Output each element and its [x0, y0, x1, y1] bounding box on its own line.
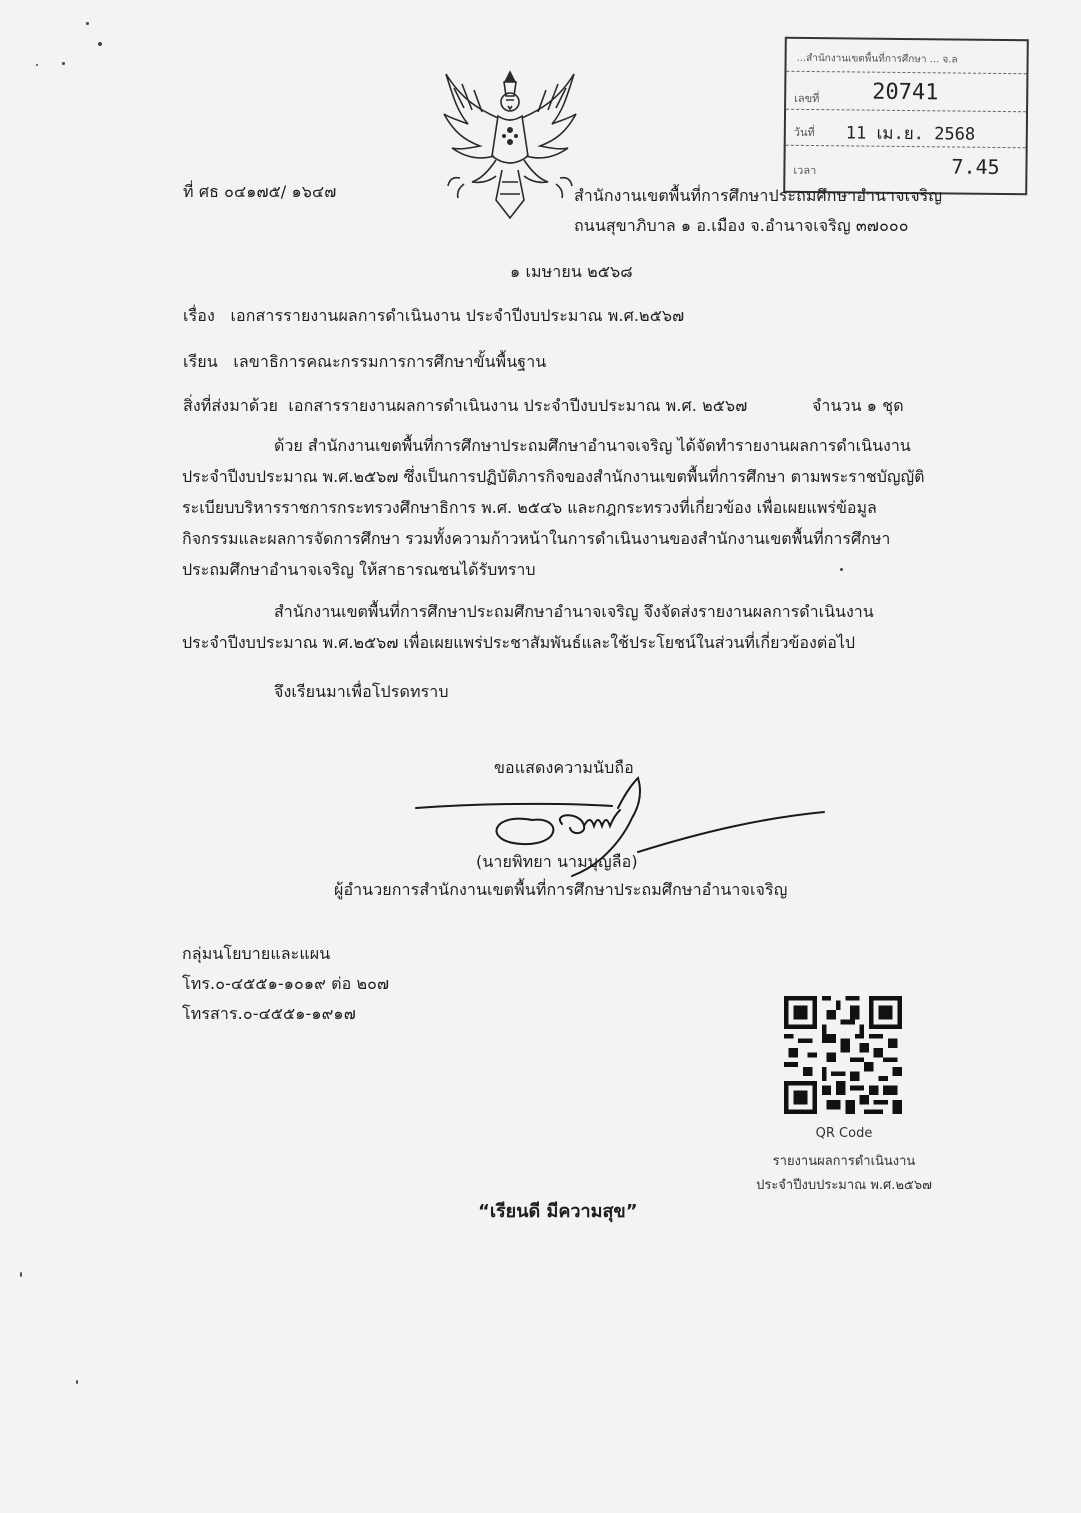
signatory-title: ผู้อำนวยการสำนักงานเขตพื้นที่การศึกษาประถมศึกษาอำนาจเจริญ	[334, 880, 788, 899]
stamp-receipt-date: 11 เม.ย. 2568	[845, 123, 976, 145]
contact-fax: โทรสาร.๐-๔๕๕๑-๑๙๑๗	[182, 1004, 356, 1023]
qr-code-icon	[780, 996, 906, 1114]
recipient-text: เลขาธิการคณะกรรมการการศึกษาขั้นพื้นฐาน	[233, 352, 547, 371]
closing-salutation: ขอแสดงความนับถือ	[494, 758, 634, 777]
para1-line: ระเบียบบริหารราชการกระทรวงศึกษาธิการ พ.ศ. ๒๕๔๖ และกฎกระทรวงที่เกี่ยวข้อง เพื่อเผยแพร่ข้อมูล	[182, 498, 877, 517]
qr-caption-label: QR Code	[815, 1126, 873, 1141]
para1-line: ประจำปีงบประมาณ พ.ศ.๒๕๖๗ ซึ่งเป็นการปฏิบัติภารกิจของสำนักงานเขตพื้นที่การศึกษา ตามพระราชบัญญัติ	[182, 467, 925, 486]
qr-caption-title: รายงานผลการดำเนินงาน	[772, 1154, 916, 1169]
speck	[840, 568, 843, 571]
para2-line: สำนักงานเขตพื้นที่การศึกษาประถมศึกษาอำนาจเจริญ จึงจัดส่งรายงานผลการดำเนินงาน	[274, 602, 874, 621]
letter-date: ๑ เมษายน ๒๕๖๘	[510, 262, 633, 281]
stamp-receipt-time: 7.45	[951, 154, 1000, 179]
enclosure-text: เอกสารรายงานผลการดำเนินงาน ประจำปีงบประมาณ พ.ศ. ๒๕๖๗	[288, 396, 748, 415]
contact-department: กลุ่มนโยบายและแผน	[182, 944, 331, 963]
subject-label: เรื่อง	[183, 306, 215, 325]
signatory-name: (นายพิทยา นามบุญลือ)	[476, 852, 638, 871]
speck	[36, 64, 38, 66]
enclosure-qty: จำนวน ๑ ชุด	[812, 396, 904, 415]
qr-caption-year: ประจำปีงบประมาณ พ.ศ.๒๕๖๗	[756, 1178, 932, 1193]
recipient-label: เรียน	[183, 352, 218, 371]
speck	[62, 62, 65, 65]
enclosure-line	[183, 394, 747, 419]
reference-number: ที่ ศธ ๐๔๑๗๕/ ๑๖๔๗	[183, 182, 337, 201]
body-paragraph-1	[182, 434, 942, 589]
para2-line: ประจำปีงบประมาณ พ.ศ.๒๕๖๗ เพื่อเผยแพร่ประชาสัมพันธ์และใช้ประโยชน์ในส่วนที่เกี่ยวข้องต่อไป	[182, 633, 856, 652]
para1-line: ด้วย สำนักงานเขตพื้นที่การศึกษาประถมศึกษาอำนาจเจริญ ได้จัดทำรายงานผลการดำเนินงาน	[274, 436, 911, 455]
office-name: สำนักงานเขตพื้นที่การศึกษาประถมศึกษาอำนาจเจริญ	[574, 186, 943, 205]
stamp-label-date: วันที่	[793, 125, 815, 140]
body-paragraph-2	[182, 600, 942, 662]
motto: “เรียนดี มีความสุข”	[478, 1201, 638, 1222]
receipt-stamp	[783, 37, 1029, 196]
office-address: ถนนสุขาภิบาล ๑ อ.เมือง จ.อำนาจเจริญ ๓๗๐๐๐	[574, 216, 909, 235]
stamp-org: ...สำนักงานเขตพื้นที่การศึกษา ... จ.ล	[796, 52, 958, 66]
contact-telephone: โทร.๐-๔๕๕๑-๑๐๑๙ ต่อ ๒๐๗	[182, 974, 390, 993]
closing-request: จึงเรียนมาเพื่อโปรดทราบ	[274, 682, 449, 701]
para1-line: ประถมศึกษาอำนาจเจริญ ให้สาธารณชนได้รับทราบ	[182, 560, 536, 579]
speck	[20, 1272, 22, 1277]
recipient-line	[183, 350, 546, 375]
enclosure-label: สิ่งที่ส่งมาด้วย	[183, 396, 278, 415]
speck	[76, 1380, 78, 1384]
stamp-label-time: เวลา	[793, 163, 817, 178]
subject-line	[183, 304, 684, 329]
subject-text: เอกสารรายงานผลการดำเนินงาน ประจำปีงบประมาณ พ.ศ.๒๕๖๗	[230, 306, 685, 325]
stamp-receipt-no: 20741	[872, 79, 939, 106]
stamp-label-no: เลขที่	[794, 91, 820, 106]
garuda-emblem-icon	[440, 60, 580, 225]
speck	[86, 22, 89, 25]
para1-line: กิจกรรมและผลการจัดการศึกษา รวมทั้งความก้าวหน้าในการดำเนินงานของสำนักงานเขตพื้นที่การศึกษา	[182, 529, 891, 548]
speck	[98, 42, 102, 46]
